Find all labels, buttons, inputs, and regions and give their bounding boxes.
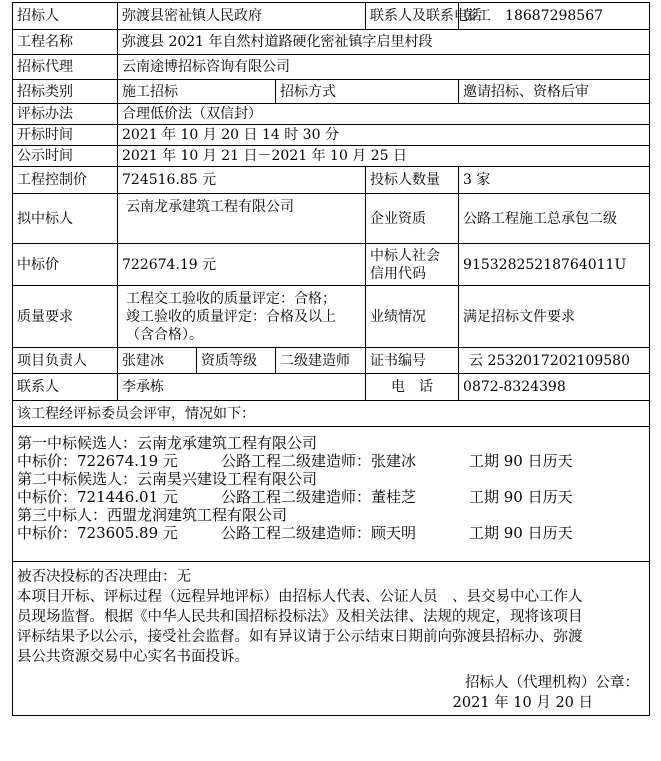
row-category [13, 80, 650, 104]
notice-line-1: 本项目开标、评标过程（远程异地评标）由招标人代表、公证人员 、县交易中心工作人 [17, 589, 583, 605]
winner-value: 云南龙承建筑工程有限公司 [118, 194, 366, 244]
eval-label: 评标办法 [13, 104, 118, 125]
candidate-3-engineer: 公路工程二级建造师：顾天明 [221, 524, 417, 542]
candidate-1-title: 第一中标候选人：云南龙承建筑工程有限公司 [17, 434, 318, 452]
liaison-label: 联系人 [13, 374, 118, 401]
row-project-manager [13, 348, 650, 374]
rejection-reason: 被否决投标的否决理由：无 [17, 569, 191, 585]
cert-value: 云 2532017202109580 [459, 348, 650, 374]
publicity-value: 2021 年 10 月 21 日－2021 年 10 月 25 日 [118, 146, 650, 167]
row-win-price [13, 244, 650, 286]
notice-line-4: 县公共资源交易中心实名书面投诉。 [17, 649, 249, 665]
tenderer-value: 弥渡县密祉镇人民政府 [118, 3, 366, 30]
category-value: 施工招标 [118, 80, 276, 104]
notice-line-3: 评标结果予以公示，接受社会监督。如有异议请于公示结束日期前向弥渡县招标办、弥渡 [17, 629, 583, 645]
quality-line-1: 工程交工验收的质量评定：合格； [126, 290, 336, 307]
category-label: 招标类别 [13, 80, 118, 104]
candidate-3-period: 工期 90 日历天 [469, 524, 573, 542]
pm-label: 项目负责人 [13, 348, 118, 374]
project-value: 弥渡县 2021 年自然村道路硬化密祉镇字启里村段 [118, 30, 650, 55]
candidate-2-price: 中标价：721446.01 元 [17, 488, 178, 506]
grade-value: 二级建造师 [276, 348, 366, 374]
quality-value [118, 286, 366, 348]
cert-label: 证书编号 [366, 348, 459, 374]
notice-date: 2021 年 10 月 20 日 [452, 695, 594, 711]
bidder-count-value: 3 家 [459, 167, 650, 194]
winner-label: 拟中标人 [13, 194, 118, 244]
candidate-3-detail [17, 524, 645, 542]
contact-value: 彭工 18687298567 [459, 3, 650, 30]
quality-line-2: 竣工验收的质量评定：合格及以上 [126, 308, 336, 325]
credit-code-value: 91532825218764011U [459, 244, 650, 286]
open-time-label: 开标时间 [13, 125, 118, 146]
row-open-time [13, 125, 650, 146]
control-price-value: 724516.85 元 [118, 167, 366, 194]
seal-label: 招标人（代理机构）公章： [465, 675, 640, 691]
row-quality [13, 286, 650, 348]
candidates-block [13, 427, 650, 562]
agent-value: 云南途博招标咨询有限公司 [118, 55, 650, 80]
method-label: 招标方式 [276, 80, 459, 104]
performance-value: 满足招标文件要求 [459, 286, 650, 348]
tenderer-label: 招标人 [13, 3, 118, 30]
candidate-3-price: 中标价：723605.89 元 [17, 524, 178, 542]
win-price-value: 722674.19 元 [118, 244, 366, 286]
notice-block [13, 562, 650, 716]
row-project [13, 30, 650, 55]
phone-label: 电 话 [366, 374, 459, 401]
method-value: 邀请招标、资格后审 [459, 80, 650, 104]
bidder-count-label: 投标人数量 [366, 167, 459, 194]
eval-value: 合理低价法（双信封） [118, 104, 650, 125]
publicity-label: 公示时间 [13, 146, 118, 167]
qualification-value: 公路工程施工总承包二级 [459, 194, 650, 244]
grade-label: 资质等级 [197, 348, 276, 374]
row-control-price [13, 167, 650, 194]
credit-code-label [366, 244, 459, 286]
row-agent [13, 55, 650, 80]
candidate-1-engineer: 公路工程二级建造师：张建冰 [221, 452, 417, 470]
phone-value: 0872-8324398 [459, 374, 650, 401]
candidate-3-title: 第三中标人：西盟龙润建筑工程有限公司 [17, 506, 288, 524]
bid-result-table [12, 2, 650, 716]
candidate-2-engineer: 公路工程二级建造师：董桂芝 [221, 488, 417, 506]
project-label: 工程名称 [13, 30, 118, 55]
pm-value: 张建冰 [118, 348, 197, 374]
win-price-label: 中标价 [13, 244, 118, 286]
candidate-2-title: 第二中标候选人：云南昊兴建设工程有限公司 [17, 470, 318, 488]
row-review-intro [13, 401, 650, 427]
candidate-1-period: 工期 90 日历天 [469, 452, 573, 470]
qualification-label: 企业资质 [366, 194, 459, 244]
row-liaison [13, 374, 650, 401]
row-tenderer [13, 3, 650, 30]
row-candidates [13, 427, 650, 562]
row-publicity [13, 146, 650, 167]
candidate-2-period: 工期 90 日历天 [469, 488, 573, 506]
row-eval [13, 104, 650, 125]
candidate-2-detail [17, 488, 645, 506]
row-notice [13, 562, 650, 716]
review-intro: 该工程经评标委员会评审，情况如下： [13, 401, 650, 427]
quality-line-3: （含合格）。 [126, 326, 203, 343]
performance-label: 业绩情况 [366, 286, 459, 348]
candidate-1-detail [17, 452, 645, 470]
credit-code-label-line-2: 信用代码 [370, 265, 427, 282]
row-winner [13, 194, 650, 244]
credit-code-label-line-1: 中标人社会 [370, 247, 441, 264]
contact-label: 联系人及联系电话 [366, 3, 459, 30]
control-price-label: 工程控制价 [13, 167, 118, 194]
notice-line-2: 员现场监督。根据《中华人民共和国招标投标法》及相关法律、法规的规定，现将该项目 [17, 609, 583, 625]
open-time-value: 2021 年 10 月 20 日 14 时 30 分 [118, 125, 650, 146]
agent-label: 招标代理 [13, 55, 118, 80]
quality-label: 质量要求 [13, 286, 118, 348]
liaison-value: 李承栋 [118, 374, 366, 401]
candidate-1-price: 中标价：722674.19 元 [17, 452, 178, 470]
